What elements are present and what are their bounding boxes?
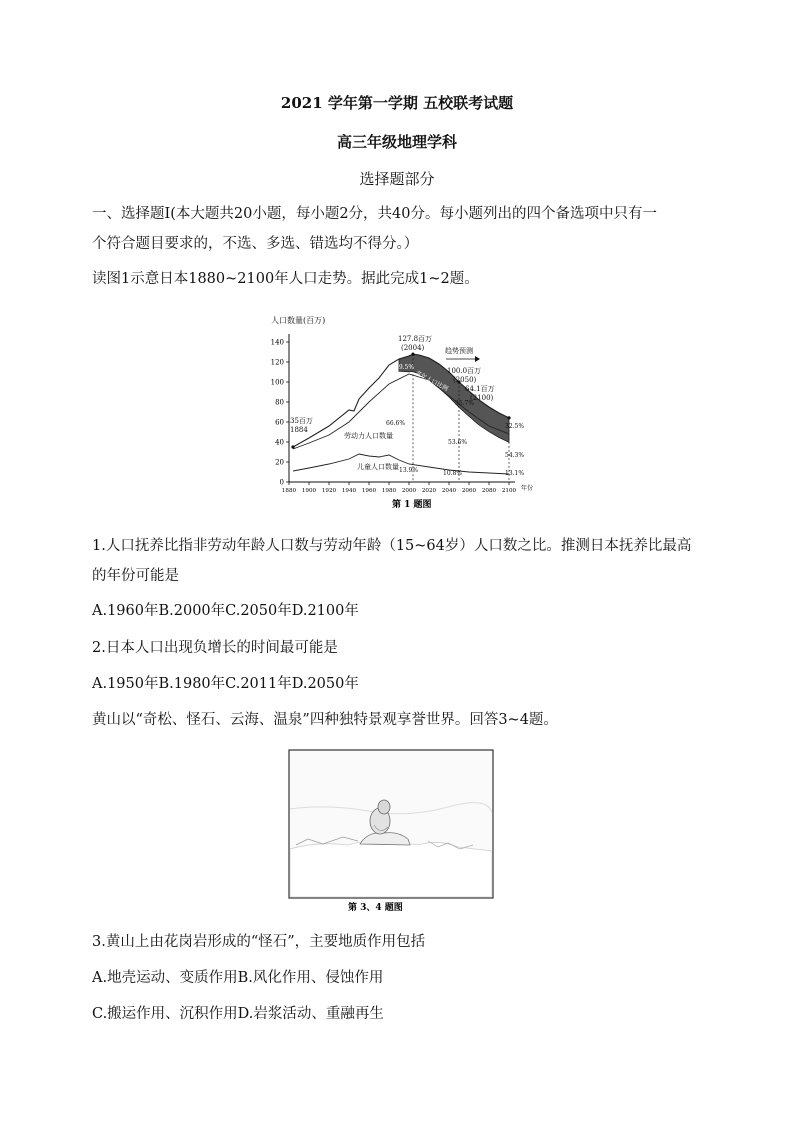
x-tick-label: 1880 bbox=[281, 488, 297, 494]
label-2050-elderly: 35.7% bbox=[455, 400, 475, 407]
x-tick-label: 1960 bbox=[361, 488, 377, 494]
label-2100-elderly: 32.5% bbox=[505, 423, 525, 430]
y-tick-label: 20 bbox=[275, 458, 284, 467]
year-marker-point bbox=[507, 416, 510, 419]
x-tick-label: 2000 bbox=[401, 488, 417, 494]
x-tick-label: 2060 bbox=[461, 488, 477, 494]
label-forecast: 趋势预测 bbox=[445, 347, 473, 355]
figure-1 bbox=[265, 312, 535, 512]
y-tick-label: 100 bbox=[270, 378, 284, 387]
huangshan-rock-photo bbox=[288, 749, 494, 915]
label-start-value: 35百万 bbox=[290, 417, 313, 425]
question-3-options-ab: A.地壳运动、变质作用B.风化作用、侵蚀作用 bbox=[92, 970, 384, 986]
figure-2-caption: 第 3、4 题图 bbox=[348, 903, 403, 913]
question-3-4-intro: 黄山以“奇松、怪石、云海、温泉”四种独特景观享誉世界。回答3~4题。 bbox=[92, 712, 558, 728]
x-tick-label: 1920 bbox=[321, 488, 337, 494]
question-1-options: A.1960年B.2000年C.2050年D.2100年 bbox=[92, 603, 359, 619]
y-axis-title: 人口数量(百万) bbox=[271, 316, 326, 325]
x-tick-label: 1940 bbox=[341, 488, 357, 494]
year-marker-point bbox=[411, 353, 414, 356]
figure-1-caption: 第 1 题图 bbox=[392, 500, 432, 510]
question-1-stem-line-2: 的年份可能是 bbox=[92, 568, 179, 584]
question-2-stem: 2.日本人口出现负增长的时间最可能是 bbox=[92, 640, 338, 656]
y-tick-label: 60 bbox=[275, 418, 284, 427]
label-2050-child: 10.8% bbox=[443, 470, 463, 477]
x-tick-label: 1900 bbox=[301, 488, 317, 494]
x-tick-label: 2020 bbox=[421, 488, 437, 494]
instructions-line-1: 一、选择题I(本大题共20小题，每小题2分，共40分。每小题列出的四个备选项中只有一 bbox=[92, 206, 658, 222]
question-1-2-intro: 读图1示意日本1880~2100年人口走势。据此完成1~2题。 bbox=[92, 271, 479, 287]
x-tick-label: 1980 bbox=[381, 488, 397, 494]
figure-2 bbox=[288, 749, 494, 915]
label-2100-child: 13.1% bbox=[505, 470, 525, 477]
section-heading: 选择题部分 bbox=[359, 170, 435, 188]
y-tick-label: 0 bbox=[279, 478, 284, 487]
label-elderly-band: 老年人口比例 bbox=[414, 369, 450, 393]
label-2004-child: 13.9% bbox=[399, 467, 419, 474]
y-tick-label: 120 bbox=[270, 358, 284, 367]
population-chart bbox=[265, 312, 535, 512]
start-point bbox=[291, 445, 294, 448]
question-1-stem-line-1: 1.人口抚养比指非劳动年龄人口数与劳动年龄（15~64岁）人口数之比。推测日本抚养比最高 bbox=[92, 538, 692, 554]
label-2004-elderly: 19.5% bbox=[395, 364, 415, 371]
label-peak-year: (2004) bbox=[401, 344, 425, 352]
label-2050-year: (2050) bbox=[453, 376, 477, 384]
y-tick-label: 40 bbox=[275, 438, 284, 447]
instructions-line-2: 个符合题目要求的，不选、多选、错选均不得分。） bbox=[92, 236, 419, 252]
label-2100-labor: 54.3% bbox=[505, 452, 525, 459]
label-labor-population: 劳动力人口数量 bbox=[344, 432, 393, 440]
x-axis-unit: 年份 bbox=[521, 485, 534, 492]
label-peak-value: 127.8百万 bbox=[398, 335, 433, 343]
question-3-stem: 3.黄山上由花岗岩形成的“怪石”，主要地质作用包括 bbox=[92, 934, 426, 950]
y-tick-label: 80 bbox=[275, 398, 284, 407]
label-2100-value: 64.1百万 bbox=[465, 385, 495, 393]
label-2100-year: (2100) bbox=[470, 394, 494, 402]
label-start-year: 1884 bbox=[290, 426, 308, 434]
question-3-options-cd: C.搬运作用、沉积作用D.岩浆活动、重融再生 bbox=[92, 1006, 384, 1022]
question-2-options: A.1950年B.1980年C.2011年D.2050年 bbox=[92, 676, 359, 692]
x-tick-label: 2100 bbox=[501, 488, 517, 494]
exam-subject: 高三年级地理学科 bbox=[336, 133, 457, 151]
label-2050-value: 100.0百万 bbox=[447, 367, 482, 375]
label-2050-labor: 53.6% bbox=[448, 439, 468, 446]
label-child-population: 儿童人口数量 bbox=[357, 463, 399, 471]
x-tick-label: 2080 bbox=[481, 488, 497, 494]
label-2004-labor: 66.6% bbox=[386, 420, 406, 427]
exam-title: 2021 学年第一学期 五校联考试题 bbox=[280, 94, 514, 112]
x-tick-label: 2040 bbox=[441, 488, 457, 494]
y-tick-label: 140 bbox=[270, 338, 284, 347]
